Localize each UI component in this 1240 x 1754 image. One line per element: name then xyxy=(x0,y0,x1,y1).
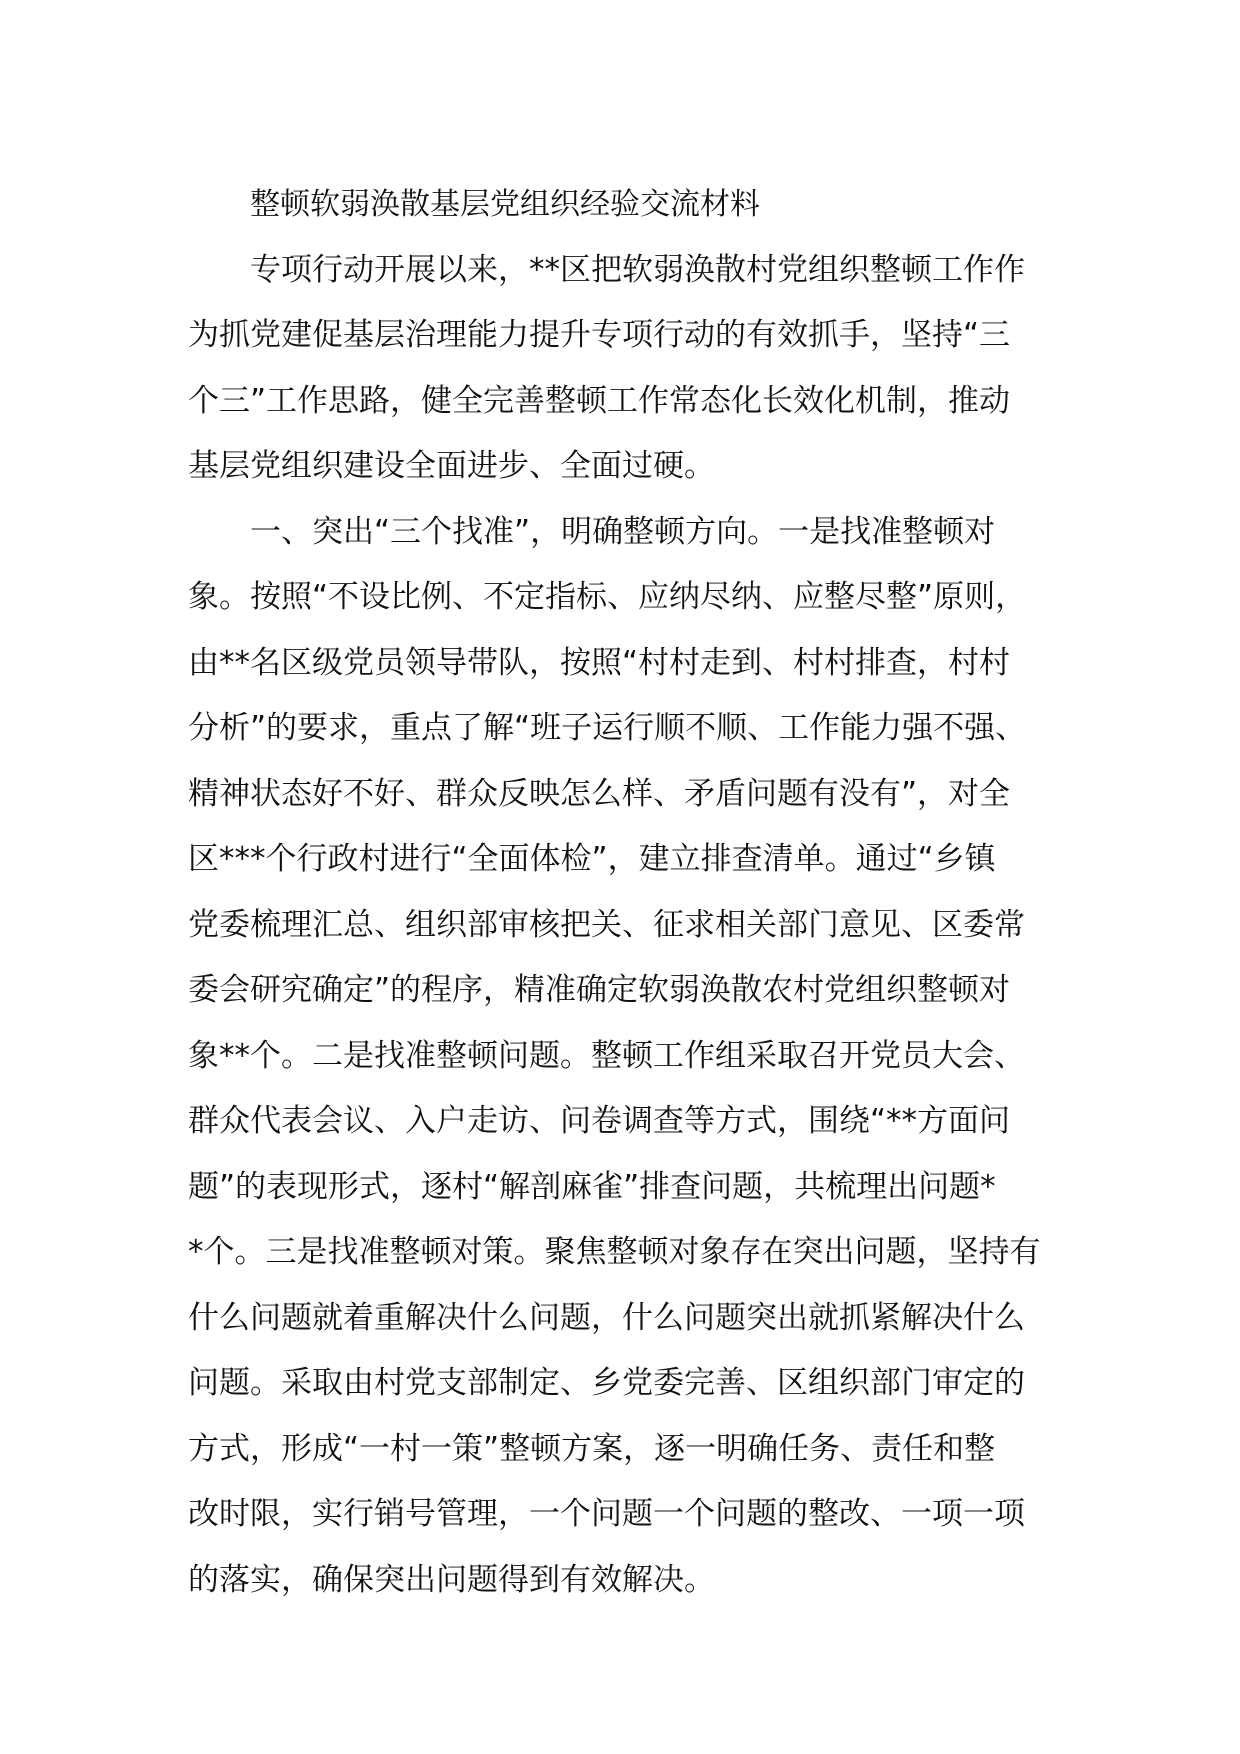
paragraph-line: 问题。采取由村党支部制定、乡党委完善、区组织部门审定的 xyxy=(188,1365,1025,1401)
paragraph-line: 为抓党建促基层治理能力提升专项行动的有效抓手，坚持“三 xyxy=(188,317,1011,353)
paragraph-line: 什么问题就着重解决什么问题，什么问题突出就抓紧解决什么 xyxy=(188,1299,1025,1336)
document-title: 整顿软弱涣散基层党组织经验交流材料 xyxy=(250,187,760,222)
paragraph-line: 题”的表现形式，逐村“解剖麻雀”排查问题，共梳理出问题* xyxy=(188,1168,996,1205)
paragraph-line: 方式，形成“一村一策”整顿方案，逐一明确任务、责任和整 xyxy=(188,1430,996,1467)
paragraph-line: 分析”的要求，重点了解“班子运行顺不顺、工作能力强不强、 xyxy=(188,710,1027,746)
paragraph-intro xyxy=(188,238,1068,500)
paragraph-line: *个。三是找准整顿对策。聚焦整顿对象存在突出问题，坚持有 xyxy=(188,1234,1041,1270)
paragraph-line: 改时限，实行销号管理，一个问题一个问题的整改、一项一项 xyxy=(188,1496,1025,1532)
paragraph-line: 个三”工作思路，健全完善整顿工作常态化长效化机制，推动 xyxy=(188,382,1011,419)
paragraph-line: 区***个行政村进行“全面体检”，建立排查清单。通过“乡镇 xyxy=(188,841,996,877)
paragraph-line: 的落实，确保突出问题得到有效解决。 xyxy=(188,1561,715,1598)
paragraph-line: 象。按照“不设比例、不定指标、应纳尽纳、应整尽整”原则， xyxy=(188,579,1027,615)
paragraph-line: 基层党组织建设全面进步、全面过硬。 xyxy=(188,448,715,484)
paragraph-line: 群众代表会议、入户走访、问卷调查等方式，围绕“**方面问 xyxy=(188,1103,1011,1139)
paragraph-section-one xyxy=(188,500,1068,1614)
paragraph-line: 象**个。二是找准整顿问题。整顿工作组采取召开党员大会、 xyxy=(188,1037,1025,1074)
paragraph-line: 委会研究确定”的程序，精准确定软弱涣散农村党组织整顿对 xyxy=(188,972,1011,1008)
paragraph-line: 一、突出“三个找准”，明确整顿方向。一是找准整顿对 xyxy=(250,513,996,550)
paragraph-line: 专项行动开展以来，**区把软弱涣散村党组织整顿工作作 xyxy=(250,251,1025,288)
paragraph-line: 党委梳理汇总、组织部审核把关、征求相关部门意见、区委常 xyxy=(188,906,1025,943)
document-body xyxy=(188,172,1068,1613)
paragraph-line: 由**名区级党员领导带队，按照“村村走到、村村排查，村村 xyxy=(188,644,1011,681)
paragraph-line: 精神状态好不好、群众反映怎么样、矛盾问题有没有”，对全 xyxy=(188,775,1011,812)
